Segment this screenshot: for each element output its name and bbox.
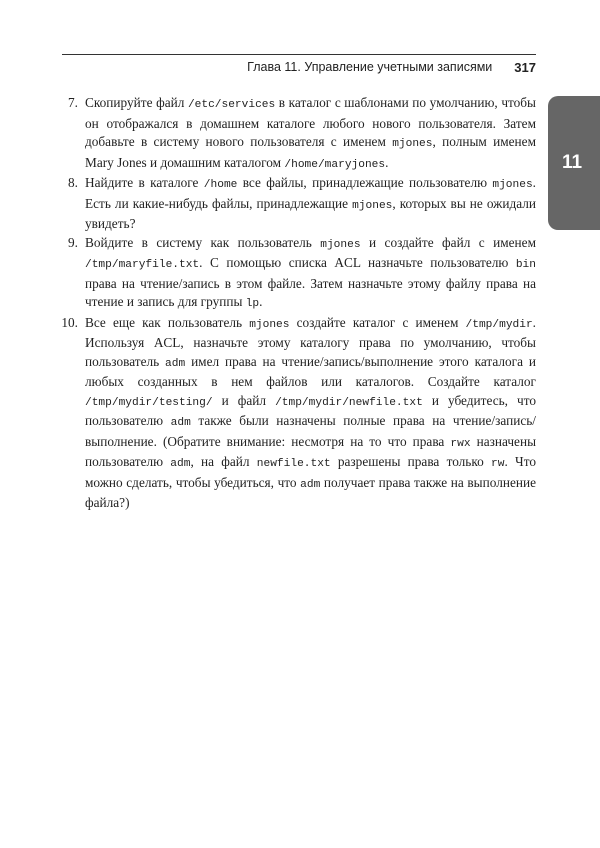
text-fragment: . Используя ACL, назначьте этому каталогу права по умолчанию, чтобы пользователь xyxy=(85,314,536,369)
text-fragment: разрешены права только xyxy=(330,454,492,469)
header-rule xyxy=(62,54,536,55)
chapter-tab-label: 11 xyxy=(561,152,583,173)
code-fragment: /tmp/maryfile.txt xyxy=(85,259,200,271)
text-fragment: получает права также на выполнение файла?) xyxy=(85,474,536,510)
code-fragment: mjones xyxy=(492,179,533,191)
code-fragment: /tmp/mydir xyxy=(465,318,533,331)
code-fragment: rw xyxy=(491,458,505,470)
exercise-number: 9. xyxy=(68,234,78,250)
code-fragment: adm xyxy=(300,478,321,491)
running-head xyxy=(247,58,536,76)
exercise-text xyxy=(85,94,536,174)
text-fragment: все файлы, принадлежащие пользователю xyxy=(237,175,493,190)
chapter-title: Глава 11. Управление учетными записями xyxy=(247,60,493,74)
code-fragment: mjones xyxy=(249,318,290,331)
text-fragment: . Есть ли какие-нибудь файлы, принадлежащие xyxy=(85,175,536,211)
text-fragment: . xyxy=(259,294,263,309)
text-fragment: , на файл xyxy=(190,454,257,469)
text-fragment: . xyxy=(385,154,389,170)
code-fragment: lp xyxy=(245,298,260,310)
code-fragment: /home/maryjones xyxy=(284,158,386,171)
text-fragment: в каталог с шаблонами по умолчанию, чтобы он отображался в домашнем каталоге любого нового пользователя. Затем добавьте в систему нового пользователя с именем xyxy=(85,95,536,149)
code-fragment: /tmp/mydir/newfile.txt xyxy=(275,396,423,409)
text-fragment: и создайте файл с именем xyxy=(360,234,536,250)
exercise-number: 7. xyxy=(68,95,78,110)
code-fragment: rwx xyxy=(450,437,471,450)
code-fragment: bin xyxy=(515,259,536,271)
text-fragment: создайте каталог с именем xyxy=(289,314,466,330)
text-fragment: . С помощью списка ACL назначьте пользователю xyxy=(199,255,516,270)
exercise-text xyxy=(85,314,536,513)
text-fragment: права на чтение/запись в этом файле. Затем назначьте этому файлу права на чтение и запись для группы xyxy=(85,275,536,309)
chapter-thumb-tab xyxy=(548,96,600,230)
text-fragment: и убедитесь, что пользователю xyxy=(85,392,536,428)
code-fragment: /home xyxy=(203,179,238,191)
exercise-number: 8. xyxy=(68,175,78,190)
text-fragment: , которых вы не ожидали увидеть? xyxy=(85,195,537,231)
text-fragment: , полным именем Mary Jones и домашним каталогом xyxy=(85,134,536,170)
code-fragment: adm xyxy=(165,357,186,370)
code-fragment: mjones xyxy=(392,138,433,150)
code-fragment: /tmp/mydir/testing/ xyxy=(85,396,213,409)
exercise-list xyxy=(54,94,536,513)
text-fragment: . Что можно сделать, чтобы убедиться, что xyxy=(85,454,536,490)
code-fragment: mjones xyxy=(320,238,361,251)
text-fragment: Войдите в систему как пользователь xyxy=(85,234,321,250)
text-fragment: Все еще как пользователь xyxy=(85,314,250,330)
exercise-text xyxy=(85,234,536,314)
text-fragment: Найдите в каталоге xyxy=(85,175,204,190)
text-fragment: имел права на чтение/запись/выполнение этого каталога и любых созданных в нем файлов или каталогов. Создайте каталог xyxy=(85,353,536,389)
text-fragment: также были назначены полные права на чтение/запись/выполнение. (Обратите внимание: несмотря на то что права xyxy=(85,413,536,449)
code-fragment: /etc/services xyxy=(187,99,276,111)
exercise-item xyxy=(54,314,536,513)
text-fragment: Скопируйте файл xyxy=(85,95,188,110)
exercise-item xyxy=(54,234,536,314)
page-number: 317 xyxy=(514,59,536,75)
text-fragment: и файл xyxy=(212,392,276,408)
code-fragment: adm xyxy=(170,458,191,470)
exercise-item xyxy=(54,94,536,174)
exercise-item xyxy=(54,174,536,234)
code-fragment: mjones xyxy=(352,199,393,212)
exercise-number: 10. xyxy=(61,314,78,330)
code-fragment: newfile.txt xyxy=(256,458,331,470)
text-fragment: назначены пользователю xyxy=(85,433,537,469)
exercise-text xyxy=(85,174,536,234)
code-fragment: adm xyxy=(170,417,191,429)
